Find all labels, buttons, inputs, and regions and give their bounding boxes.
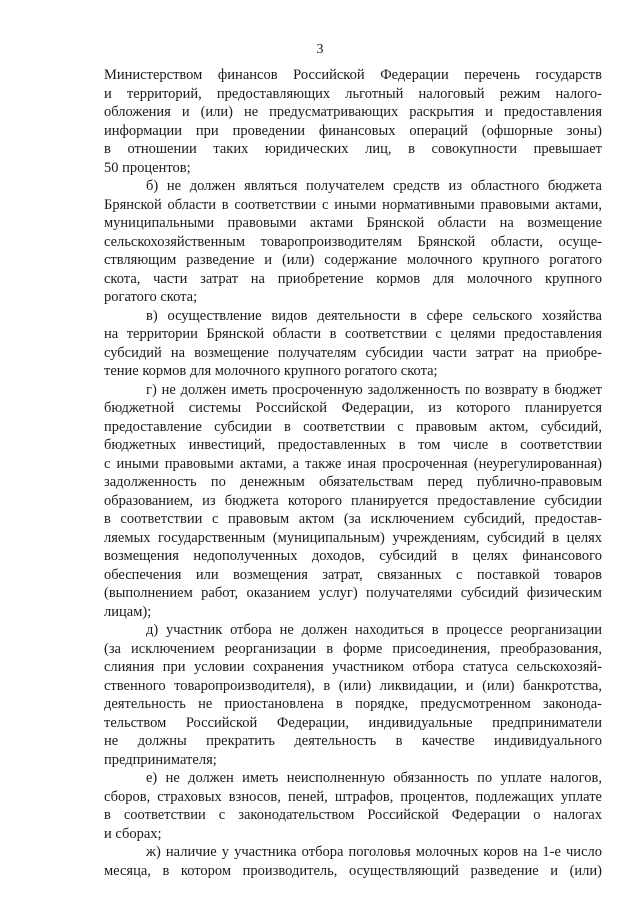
- text-line: ляемых государственным (муниципальным) учреждениям, субсидий в целях: [104, 529, 602, 546]
- text-line: месяца, в котором производитель, осуществляющий разведение и (или): [104, 862, 602, 879]
- text-line: информации при проведении финансовых операций (офшорные зоны): [104, 122, 602, 139]
- paragraph: [104, 307, 602, 381]
- text-line: субсидий на возмещение получателям субсидии части затрат на приобре-: [104, 344, 602, 361]
- text-line: слияния при условии сохранения участником отбора статуса сельскохозяй-: [104, 659, 602, 675]
- text-line: Министерством финансов Российской Федерации перечень государств: [104, 67, 602, 83]
- text-line: Брянской области в соответствии с иными нормативными правовыми актами,: [104, 196, 602, 213]
- text-line: (выполнением работ, оказанием услуг) получателями субсидий физическим: [104, 585, 602, 601]
- text-line: скота, части затрат на приобретение кормов для молочного крупного: [104, 270, 602, 287]
- text-line: ствляющим разведение и (или) содержание молочного крупного рогатого: [104, 252, 602, 268]
- text-line: предпринимателя;: [104, 751, 217, 768]
- text-line: обложения и (или) не предусматривающих раскрытия и предоставления: [104, 104, 602, 120]
- paragraph: [104, 381, 602, 622]
- text-line: в соответствии с правовым актом (за исключением субсидий, предостав-: [104, 511, 602, 527]
- text-line: обеспечения или возмещения затрат, связанных с поставкой товаров: [104, 566, 602, 583]
- text-line: не должны прекратить деятельность в качестве индивидуального: [104, 733, 602, 749]
- text-line: тение кормов для молочного крупного рогатого скота;: [104, 363, 438, 379]
- text-line: (за исключением реорганизации в форме присоединения, преобразования,: [104, 640, 602, 657]
- text-line: в соответствии с законодательством Российской Федерации о налогах: [104, 807, 602, 823]
- text-line: г) не должен иметь просроченную задолженность по возврату в бюджет: [146, 381, 602, 398]
- text-line: бюджетных инвестиций, предоставленных в том числе в соответствии: [104, 437, 602, 453]
- text-line: б) не должен являться получателем средств из областного бюджета: [146, 178, 602, 194]
- text-line: сборов, страховых взносов, пеней, штрафов, процентов, подлежащих уплате: [104, 788, 602, 805]
- text-line: лицам);: [104, 603, 152, 620]
- text-line: в отношении таких юридических лиц, в совокупности превышает: [104, 141, 602, 157]
- text-line: тельством Российской Федерации, индивидуальные предприниматели: [104, 714, 602, 731]
- text-line: д) участник отбора не должен находиться в процессе реорганизации: [146, 622, 602, 638]
- text-line: е) не должен иметь неисполненную обязанность по уплате налогов,: [146, 770, 602, 786]
- paragraph: [104, 769, 602, 843]
- text-line: образованием, из бюджета которого планируется предоставление субсидии: [104, 492, 602, 509]
- text-line: в) осуществление видов деятельности в сфере сельского хозяйства: [146, 307, 602, 324]
- paragraph: [104, 621, 602, 769]
- document-body: [104, 66, 602, 880]
- text-line: деятельность не приостановлена в порядке, предусмотренном законода-: [104, 696, 602, 712]
- text-line: и сборах;: [104, 825, 162, 842]
- paragraph: [104, 177, 602, 307]
- text-line: и территорий, предоставляющих льготный налоговый режим налого-: [104, 85, 602, 102]
- text-line: на территории Брянской области в соответствии с целями предоставления: [104, 326, 602, 342]
- text-line: 50 процентов;: [104, 159, 191, 176]
- text-line: сельскохозяйственным товаропроизводителям Брянской области, осуще-: [104, 233, 602, 250]
- text-line: муниципальными правовыми актами Брянской области на возмещение: [104, 215, 602, 231]
- text-line: задолженность по денежным обязательствам перед публично-правовым: [104, 474, 602, 490]
- text-line: ж) наличие у участника отбора поголовья молочных коров на 1-е число: [146, 844, 602, 860]
- text-line: бюджетной системы Российской Федерации, из которого планируется: [104, 400, 602, 416]
- paragraph: [104, 66, 602, 177]
- paragraph: [104, 843, 602, 880]
- page-number: 3: [316, 42, 324, 57]
- text-line: предоставление субсидии в соответствии с правовым актом, субсидий,: [104, 418, 602, 435]
- text-line: ственного товаропроизводителя), в (или) ликвидации, и (или) банкротства,: [104, 677, 602, 694]
- text-line: возмещения недополученных доходов, субсидий в целях финансового: [104, 548, 602, 564]
- text-line: с иными правовыми актами, а также иная просроченная (неурегулированная): [104, 455, 602, 472]
- text-line: рогатого скота;: [104, 289, 198, 305]
